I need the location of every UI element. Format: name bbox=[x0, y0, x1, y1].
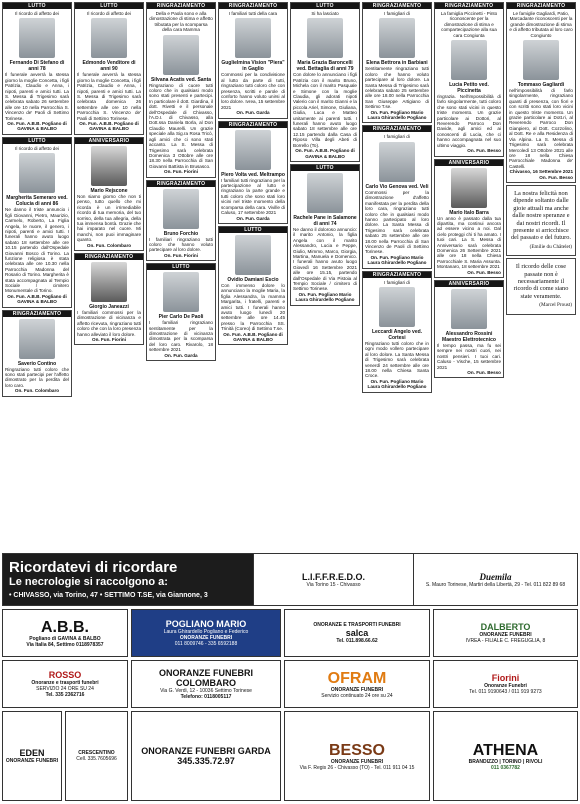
notice-body: Un anno è passato dalla tua dipartita, ma continui ancora ad essere vicino a noi. Dal cielo proteggi chi ti ha amato. I tuoi cari. La S. Messa di Anniversario sarà celebrata Domenica 26 Settembre 2021 alle ore 18 nella Chiesa Parrocchiale S. Maria Assunta. Montanaro, 18 settembre 2021 bbox=[437, 215, 501, 270]
quote-author: (Marcel Proust) bbox=[539, 302, 572, 309]
portrait-photo bbox=[163, 272, 199, 312]
notice-header: LUTTO bbox=[147, 264, 215, 270]
banner-cities: • CHIVASSO, via Torino, 47 • SETTIMO T.SE, via Giannone, 3 bbox=[9, 592, 208, 599]
notice-header: ANNIVERSARIO bbox=[435, 160, 503, 166]
notice-name: Mario Italo Barra bbox=[449, 209, 489, 216]
portrait-photo bbox=[19, 319, 55, 359]
quote-text: Il ricordo delle cose passate non è necessariamente il ricordo di come siano state veramente. bbox=[513, 263, 569, 300]
notice-intro: Il ricordo di affetto dei bbox=[87, 11, 131, 16]
ad-besso bbox=[284, 711, 430, 801]
ad-line: Via G. Verdi, 12 - 10036 Settimo Torinese bbox=[160, 688, 252, 694]
portrait-photo bbox=[235, 235, 271, 275]
notice-giorgio bbox=[74, 253, 144, 345]
ad-tel: 011 8009746 - 335 6592188 bbox=[174, 641, 238, 647]
notice-maria-grazia bbox=[290, 2, 360, 162]
portrait-photo bbox=[379, 142, 415, 182]
notice-header: LUTTO bbox=[291, 165, 359, 171]
ad-sub: ONORANZE FUNEBRI bbox=[330, 686, 384, 693]
notice-header: RINGRAZIAMENTO bbox=[147, 3, 215, 9]
notice-intro: La famiglia Piccinetti - Pinto riconoscente per la dimostrazione di stima e compartecipazione alla sua cara Congiunta bbox=[440, 11, 498, 38]
notice-body: ringrazia. Nell'impossibilità di farlo singolarmente, tutti coloro che sono stati vicini in questo triste momento. Un grazie particolare ai Dottori, al Reverendo Parroco Don Davide, agli amici ed ai conoscenti di Lucia, che ci hanno accompagnata nel suo ultimo viaggio. bbox=[437, 94, 501, 148]
ad-name: ATHENA bbox=[472, 741, 539, 759]
notice-footer: On. Fun. Fiorini bbox=[164, 169, 198, 175]
ad-salca bbox=[284, 609, 430, 657]
ad-fiorini bbox=[433, 660, 578, 708]
notice-body: I familiari tutti ringraziano per la partecipazione al lutto e ringraziano la parte grande e tutti coloro che sono stati loro vicini nel triste momento della scomparsa della cara. Viville di Caluso, 17 settembre 2021 bbox=[221, 177, 285, 216]
banner-title: Ricordatevi di ricordare bbox=[9, 559, 178, 576]
ad-dalberto bbox=[433, 609, 578, 657]
ad-rosso bbox=[2, 660, 128, 708]
notice-footer: On. Fun. A.B.B. Pogliano di GAVINA & BALBO bbox=[7, 293, 67, 305]
ad-line: Servizio continuato 24 ore su 24 bbox=[321, 692, 393, 699]
notice-footer: Chivasso, 16 Settembre 2021 On. Fun. Besso bbox=[509, 169, 573, 180]
notice-intro: Si ha lasciato bbox=[311, 11, 339, 16]
quote-text: La nostra felicità non dipende soltanto dalle gioie attuali ma anche dalle nostre speranze e dai nostri ricordi. Il presente si arricchisce del passato e del futuro. bbox=[511, 189, 571, 242]
notice-name: Fernando Di Stefano di anni 78 bbox=[9, 60, 65, 73]
notice-footer: On. Fun. Pogliano Mario Laura Ghirardello Pogliano bbox=[295, 291, 355, 303]
portrait-photo bbox=[523, 40, 559, 80]
ad-name: CRESCENTINO bbox=[78, 750, 115, 756]
notice-name: Bruno Forchio bbox=[163, 230, 199, 237]
notice-body: Non siamo giorno che non ti penso, tutto quello che mi ricorda è un irrimediabile ricordo di tua memoria, del tuo sorriso, della tua allegria, della tua immensa bontà. Grazie che hai imparato nel cuore. Mi manchi, non puoi immaginare quanto. bbox=[77, 193, 141, 243]
notice-footer: On. Fun. Fiorini bbox=[164, 252, 198, 258]
ad-sub: Onoranze e trasporti funebri bbox=[31, 680, 99, 686]
portrait-photo bbox=[379, 18, 415, 58]
portrait-photo bbox=[91, 18, 127, 58]
notice-body: Ringraziano tutti coloro che sono stati partecipi per l'affetto dimostrato per la perdita del loro caro. bbox=[5, 366, 69, 388]
ad-name: A.B.B. bbox=[41, 618, 89, 636]
notice-footer: On. Fun. Garda bbox=[236, 110, 270, 116]
notice-header: ANNIVERSARIO bbox=[435, 281, 503, 287]
portrait-photo bbox=[451, 289, 487, 329]
notice-footer: On. Fun. Pogliano Mario Laura Ghirardello Pogliano bbox=[367, 378, 427, 390]
ad-name: DALBERTO bbox=[480, 622, 531, 632]
ad-athena bbox=[433, 711, 578, 801]
notice-tommaso bbox=[506, 2, 576, 183]
portrait-photo bbox=[451, 40, 487, 80]
notice-header: RINGRAZIAMENTO bbox=[147, 181, 215, 187]
notice-leccardi bbox=[362, 271, 432, 393]
notice-margherita bbox=[2, 137, 72, 308]
notice-footer: On. Fun. Colombaro bbox=[86, 242, 132, 248]
notice-body: Sentitamente ringraziano tutti coloro che hanno voluto partecipare al loro dolore. La Santa Messa di Trigesimo sarà celebrata sabato 25 settembre alle ore 18.00 nella Parrocchia San Giuseppe Artigiano di Settimo T.se. bbox=[365, 66, 429, 110]
ad-name: Duemila bbox=[479, 571, 512, 582]
ad-name: ONORANZE FUNEBRI COLOMBARO bbox=[159, 668, 253, 688]
notice-header: RINGRAZIAMENTO bbox=[435, 3, 503, 9]
notice-footer: On. Fun. A.B.B. Pogliano di GAVINA & BALBO bbox=[7, 121, 67, 132]
notice-header: ANNIVERSARIO bbox=[75, 138, 143, 144]
notice-body: Il funerale avverrà la stessa giorno la moglie Concetta, i figli Patrizia, Claudio e Anna, i nipoti, parenti e amici tutti. La S. Messa di Trigesimo sarà celebrata domenica 26 settembre alle ore 10 nella Parrocchia S. Vincenzo de' Paoli di Settimo Torinese. bbox=[77, 72, 141, 121]
notice-name: Edmondo Venditore di anni 90 bbox=[82, 60, 136, 73]
notice-header: RINGRAZIAMENTO bbox=[363, 3, 431, 9]
notice-header: RINGRAZIAMENTO bbox=[75, 254, 143, 260]
notice-header: RINGRAZIAMENTO bbox=[363, 126, 431, 132]
notice-piero bbox=[218, 121, 288, 224]
ad-tel: 011 0367782 bbox=[491, 764, 520, 771]
notice-body: Commossi per la dimostrazione d'affetto manifestata per la perdita della loro cara, ringraziano tutti coloro che in qualsiasi modo hanno partecipato al loro dolore. La Santa Messa di Trigesimo sarà celebrata sabato 25 settembre alle ore 18.00 nella Parrocchia di San Vincenzo de Paoli di Settimo Torinese. bbox=[365, 189, 429, 255]
notice-name: Elena Bettrora in Barbiani bbox=[366, 60, 428, 67]
notice-footer: On. Fun. Garda bbox=[236, 215, 270, 221]
ad-sub: ONORANZE FUNEBRI bbox=[330, 758, 384, 765]
notice-name: Saverio Contino bbox=[17, 360, 57, 367]
ad-sub: ONORANZE FUNEBRI bbox=[479, 632, 532, 638]
notice-footer: On. Fun. Colombaro bbox=[14, 388, 60, 394]
notice-lucia bbox=[434, 2, 504, 157]
quote-box bbox=[506, 258, 576, 314]
ad-name: L.I.F.F.R.E.D.O. bbox=[301, 571, 365, 582]
ad-name: OFRAM bbox=[327, 669, 387, 687]
notice-name: Lucia Petito ved. Piccinetta bbox=[449, 82, 489, 95]
ad-line: ONORANZE FUNEBRI bbox=[179, 635, 233, 641]
notice-intro: I famigliari di bbox=[384, 11, 410, 16]
portrait-photo bbox=[19, 18, 55, 58]
ad-tel: Tel. 011 9190643 / 011 919 9273 bbox=[469, 689, 542, 695]
notice-footer: On. Fun. Besso bbox=[467, 148, 501, 154]
notice-body: Commossi per la condivisione al lutto da parte di tutti, ringraziano tutti coloro che con presenza, scritti e parole di conforto hanno voluto unirsi al loro dolore. Ivrea, 15 settembre 2021 bbox=[221, 72, 285, 110]
notice-intro: Le famiglie Gagliardi, Patio, Marcadante riconoscenti per la grande dimostrazione di stima e di affetto tributata al loro caro Congiunto bbox=[509, 11, 573, 38]
notice-name: Leccardi Angelo ved. Cortesi bbox=[371, 328, 423, 341]
notice-ovidio bbox=[218, 226, 288, 345]
notice-elena bbox=[362, 2, 432, 123]
notice-name: Pier Carlo De Paoli bbox=[158, 314, 204, 321]
notice-intro: Il ricordo di affetto dei bbox=[15, 11, 59, 16]
ad-sub: Onoranze Funebri bbox=[484, 683, 527, 689]
notice-body: Il tempo passa, ma fu sei sempre nei nostri cuori, nei nostri pensieri. I tuoi cari. Caluso - Vische, 15 settembre 2021 bbox=[437, 342, 501, 370]
notice-body: nell'impossibilità di farlo singolarmente, ringraziano quanti di presenza, con fiori e con scritti sono stati loro vicini in questo triste momento. Un grazie particolare ai Dott.ri, al Reverendo Parroco Don Gianpiero, al Dott. Cozzolino, al Dott. Re e alla Residenza di Via Alpina. La S. Messa di Trigesimo sarà celebrata Mercoledì 13 Ottobre 2021 alle ore 18 nella Chiesa Parrocchiale Madonna de' Castelli. bbox=[509, 88, 573, 169]
notice-name: Giorgio Janeazzi bbox=[89, 303, 129, 310]
column-4 bbox=[218, 2, 288, 550]
notice-body: Ne danno il doloroso annuncio: il marito Antonio, la figlia Angela con il marito Alessandro, Lucia e Peppe, Giulio, Mimmo, Marco, Giorgia, Martina, Manuela e Domenico. I funerali hanno avuto luogo Giovedì 16 Settembre 2021 alle ore 15.15, partendo dall'Ospedale di Via Pistoia al Tempio Sociale / cimitero di Settimo Torinese. bbox=[293, 226, 357, 292]
ad-sub: ONORANZE FUNEBRI bbox=[5, 758, 59, 764]
ad-line: BRANDIZZO | TORINO | RIVOLI bbox=[468, 758, 543, 765]
notice-body: I familiari ringraziano tutti coloro che hanno voluto partecipare al loro dolore. bbox=[149, 236, 213, 253]
quote-author: (Emilie du Châtelet) bbox=[529, 243, 572, 250]
notice-footer: On. Fun. Garda bbox=[164, 352, 198, 358]
column-1 bbox=[2, 2, 72, 550]
ad-line: S. Mauro Torinese, Martiri della Libertà, 29 - Tel. 011 822 89 68 bbox=[425, 581, 566, 588]
notice-name: Guglielmina Vision "Piera" in Gaglio bbox=[221, 60, 285, 73]
ad-name: EDEN bbox=[19, 748, 45, 758]
notice-pier-carlo bbox=[146, 263, 216, 361]
notice-silvana bbox=[146, 2, 216, 178]
notice-footer: On. Fun. Besso bbox=[467, 370, 501, 375]
portrait-photo bbox=[19, 153, 55, 193]
notice-footer: On. Fun. Besso bbox=[467, 269, 501, 275]
notice-footer: On. Fun. Pogliano Mario Laura Ghirardello Pogliano bbox=[367, 109, 427, 121]
ad-ofram bbox=[284, 660, 430, 708]
ad-sub: Pogliano di GAVINA & BALBO bbox=[29, 635, 101, 642]
collection-banner bbox=[2, 553, 578, 606]
quote-box bbox=[506, 185, 576, 256]
notice-mario-italo bbox=[434, 159, 504, 278]
ad-colombaro bbox=[131, 660, 281, 708]
banner-subtitle: Le necrologie si raccolgono a: bbox=[9, 576, 168, 588]
notice-bruno bbox=[146, 180, 216, 262]
notice-edmondo bbox=[74, 2, 144, 135]
portrait-photo bbox=[307, 18, 343, 58]
banner-text bbox=[3, 554, 253, 605]
notice-mario-rejscone bbox=[74, 137, 144, 251]
portrait-photo bbox=[163, 189, 199, 229]
notice-body: Ringraziano tutti coloro che in ogni modo vollero partecipare al loro dolore. La Santa Messa di Trigesimo sarà celebrata venerdì 24 settembre alle ore 18.00 nella Chiesa Santa Croce. bbox=[365, 340, 429, 379]
notice-name: Mario Rejscone bbox=[90, 187, 128, 194]
ad-sub: Laura Ghirardello Pogliano e Federico bbox=[163, 629, 249, 635]
ad-pogliano bbox=[131, 609, 281, 657]
ad-name: ONORANZE E TRASPORTI FUNEBRI bbox=[313, 622, 401, 628]
notice-header: LUTTO bbox=[75, 3, 143, 9]
ad-line: Via F. Regis 26 - Chivasso (TO) - Tel. 011 911 04 15 bbox=[299, 764, 415, 771]
ad-line: IVREA - FILIALE C. FREGUGLIA, 8 bbox=[465, 638, 546, 644]
portrait-photo bbox=[379, 287, 415, 327]
ad-name: Fiorini bbox=[491, 673, 520, 683]
notice-name: Piero Volta ved. Meltrampo bbox=[221, 171, 285, 178]
notice-footer: On. Fun. A.B.B. Pogliano di GAVINA & BALBO bbox=[79, 121, 139, 132]
ad-name: BESSO bbox=[328, 741, 385, 759]
notice-header: RINGRAZIAMENTO bbox=[507, 3, 575, 9]
column-6 bbox=[362, 2, 432, 550]
portrait-photo bbox=[235, 130, 271, 170]
column-5 bbox=[290, 2, 360, 550]
portrait-photo bbox=[163, 35, 199, 75]
portrait-photo bbox=[91, 146, 127, 186]
notice-body: Il funerale avverrà la stessa giorno la moglie Concetta, i figli Patrizia, Claudio e Anna, i nipoti, parenti e amici tutti. La S. Messa di Trigesimo sarà celebrata sabato 26 settembre alle ore 10 nella Parrocchia S. Vincenzo de' Paoli di Settimo Torinese. bbox=[5, 72, 69, 121]
notice-intro: I familiari tutti della cara bbox=[228, 11, 278, 16]
ad-line: SERVIZIO 24 ORE SU 24 bbox=[36, 686, 94, 692]
notice-header: RINGRAZIAMENTO bbox=[363, 272, 431, 278]
ad-abb bbox=[2, 609, 128, 657]
ads-grid bbox=[2, 609, 578, 802]
notice-body: Con dolore lo annunciano i figli Patrizia con il marito Bruno, Michela con il marito Pasquale e Simone con la moglie Claudia, gli adorati nipoti Valerio con il marito Gianni e la piccola Ariel, Simone, Giuliana, Giulia, Luca e Matteo unitamente ai parenti tutti. I funerali hanno avuto luogo sabato 18 settembre alle ore 12.15 partendo dalla Casa di Riposo Villa degli Abeti di Borrello (To). bbox=[293, 72, 357, 148]
notice-saverio bbox=[2, 310, 72, 397]
notice-name: Margherita Semeraro ved. Colucia di anni 86 bbox=[6, 195, 68, 208]
ad-crescentino bbox=[65, 711, 128, 801]
ad-line: Via Italia 84, Settimo 0118978357 bbox=[26, 641, 104, 648]
notice-header: RINGRAZIAMENTO bbox=[3, 311, 71, 317]
portrait-photo bbox=[307, 173, 343, 213]
ad-name: ONORANZE FUNEBRI GARDA bbox=[141, 746, 271, 756]
ad-tel: Cell. 335.7605696 bbox=[76, 756, 117, 762]
ad-tel: Tel. 335 2362716 bbox=[45, 692, 85, 698]
notice-intro: I famigliari di bbox=[384, 279, 410, 285]
notice-alessandro bbox=[434, 280, 504, 378]
column-3 bbox=[146, 2, 216, 550]
notice-rachele bbox=[290, 164, 360, 306]
notice-footer: On. Fun. A.B.B. Pogliano di GAVINA & BALBO bbox=[223, 331, 283, 342]
notice-name: Tommaso Gagliardi bbox=[517, 82, 565, 89]
ad-tel: Telefono: 0118005117 bbox=[180, 694, 232, 700]
notice-name: Rachele Pane in Salamone di anni 74 bbox=[293, 214, 357, 227]
notice-header: RINGRAZIAMENTO bbox=[219, 122, 287, 128]
notice-carlo bbox=[362, 125, 432, 268]
notice-name: Ovidio Damiani Escio bbox=[227, 276, 279, 283]
ad-name: ROSSO bbox=[48, 670, 82, 680]
column-7 bbox=[434, 2, 504, 550]
notice-footer: On. Fun. A.B.B. Pogliano di GAVINA & BALBO bbox=[295, 148, 355, 159]
notice-header: LUTTO bbox=[219, 227, 287, 233]
notice-body: I familiari ringraziano sentitamente per la dimostrazione di vicinanza dimostrata per la scomparsa del loro caro. Rivarolo, 18 settembre 2021 bbox=[149, 320, 213, 353]
notice-intro: Della e Paola sono e alla dimostrazione di stima e affetto tributata per la scomparsa della cara Mamma bbox=[149, 11, 213, 33]
ad-eden bbox=[2, 711, 62, 801]
ad-duemila bbox=[413, 554, 577, 605]
notice-header: RINGRAZIAMENTO bbox=[219, 3, 287, 9]
notice-footer: On. Fun. Pogliano Mario Laura Ghirardello Pogliano bbox=[367, 254, 427, 266]
notice-fernando bbox=[2, 2, 72, 135]
ad-garda bbox=[131, 711, 281, 801]
notice-header: LUTTO bbox=[3, 138, 71, 144]
column-2 bbox=[74, 2, 144, 550]
notice-name: Carlo Vio Genova ved. Veli bbox=[365, 183, 429, 190]
notice-body: Con immenso dolore lo annunciano la moglie Maria, la figlia Alessandra, la mamma Margarita, i fratelli, parenti e amici tutti. I funerali hanno avuto luogo lunedì 20 settembre alle ore 14.45 presso la Parrocchia SS. Trinità (Coreo) di Settimo T.se. bbox=[221, 282, 285, 332]
portrait-photo bbox=[235, 18, 271, 58]
notice-header: LUTTO bbox=[3, 3, 71, 9]
column-8 bbox=[506, 2, 576, 550]
ad-liffredo bbox=[253, 554, 413, 605]
notice-body: Ne danno il triste annuncio i figli Giovanni, Pietro, Maurizio, Carmelo, Roberto, La Figlia Angela, le nuore, il genero, i nipoti, parenti e amici tutti. I funerali hanno avuto luogo sabato 18 settembre alle ore 10.15 partendo dall'Ospedale Giovanni Bosco di Torino. La funzione religiosa è stata celebrata alle ore 10.30 nella Parrocchia Madonna del Rosario di Torino. Margherita è stata accompagnata al Tempio Sociale / cimitero Monumentale di Torino. bbox=[5, 207, 69, 294]
ad-line: Via Torino 15 - Chivasso bbox=[306, 581, 361, 588]
notice-name: Maria Grazia Baroncelli ved. Bettaglia di anni 79 bbox=[296, 60, 354, 73]
ad-name: POGLIANO MARIO bbox=[165, 619, 247, 629]
notice-body: I familiari commossi per la dimostrazione di vicinanza e affetto ricevuta, ringraziano tutti coloro che con la loro presenza hanno alleviato il loro dolore. bbox=[77, 309, 142, 337]
ad-sub: salca bbox=[345, 628, 369, 638]
portrait-photo bbox=[451, 168, 487, 208]
notice-header: LUTTO bbox=[291, 3, 359, 9]
notice-name: Silvana Acatis ved. Santa bbox=[150, 76, 212, 83]
notice-intro: I famigliari di bbox=[384, 134, 410, 140]
notice-guglielmina bbox=[218, 2, 288, 119]
notice-intro: Il ricordo di affetto dei bbox=[15, 145, 59, 151]
portrait-photo bbox=[91, 262, 127, 302]
notice-footer: On. Fun. Fiorini bbox=[92, 336, 126, 342]
notice-name: Alessandro Rossini Maestro Elettrotecnico bbox=[442, 330, 496, 343]
ad-tel: 345.335.72.97 bbox=[177, 756, 235, 766]
ad-tel: Tel. 011.898.66.62 bbox=[336, 638, 378, 644]
notice-body: Ringraziano di cuore tutti coloro che in qualsiasi modo sono stati presenti e partecipi. In particolare il dott. Giardina, il dott. Rivetti e il personale dell'Ospedale di Chivasso, l'A.D.I. di Chivasso, alla Dott.ssa Daniela Borla, al Don Claudio Maurelli. Un grazie speciale alla Sig.ra Rosa Tricò, agli amici che ci sono stati accanto. La S. Messa di Trigesimo sarà celebrata Domenica 3 Ottobre alle ore 18.30 nella Parrocchia di San Giovanni Battista in Brusasco. bbox=[149, 82, 213, 169]
